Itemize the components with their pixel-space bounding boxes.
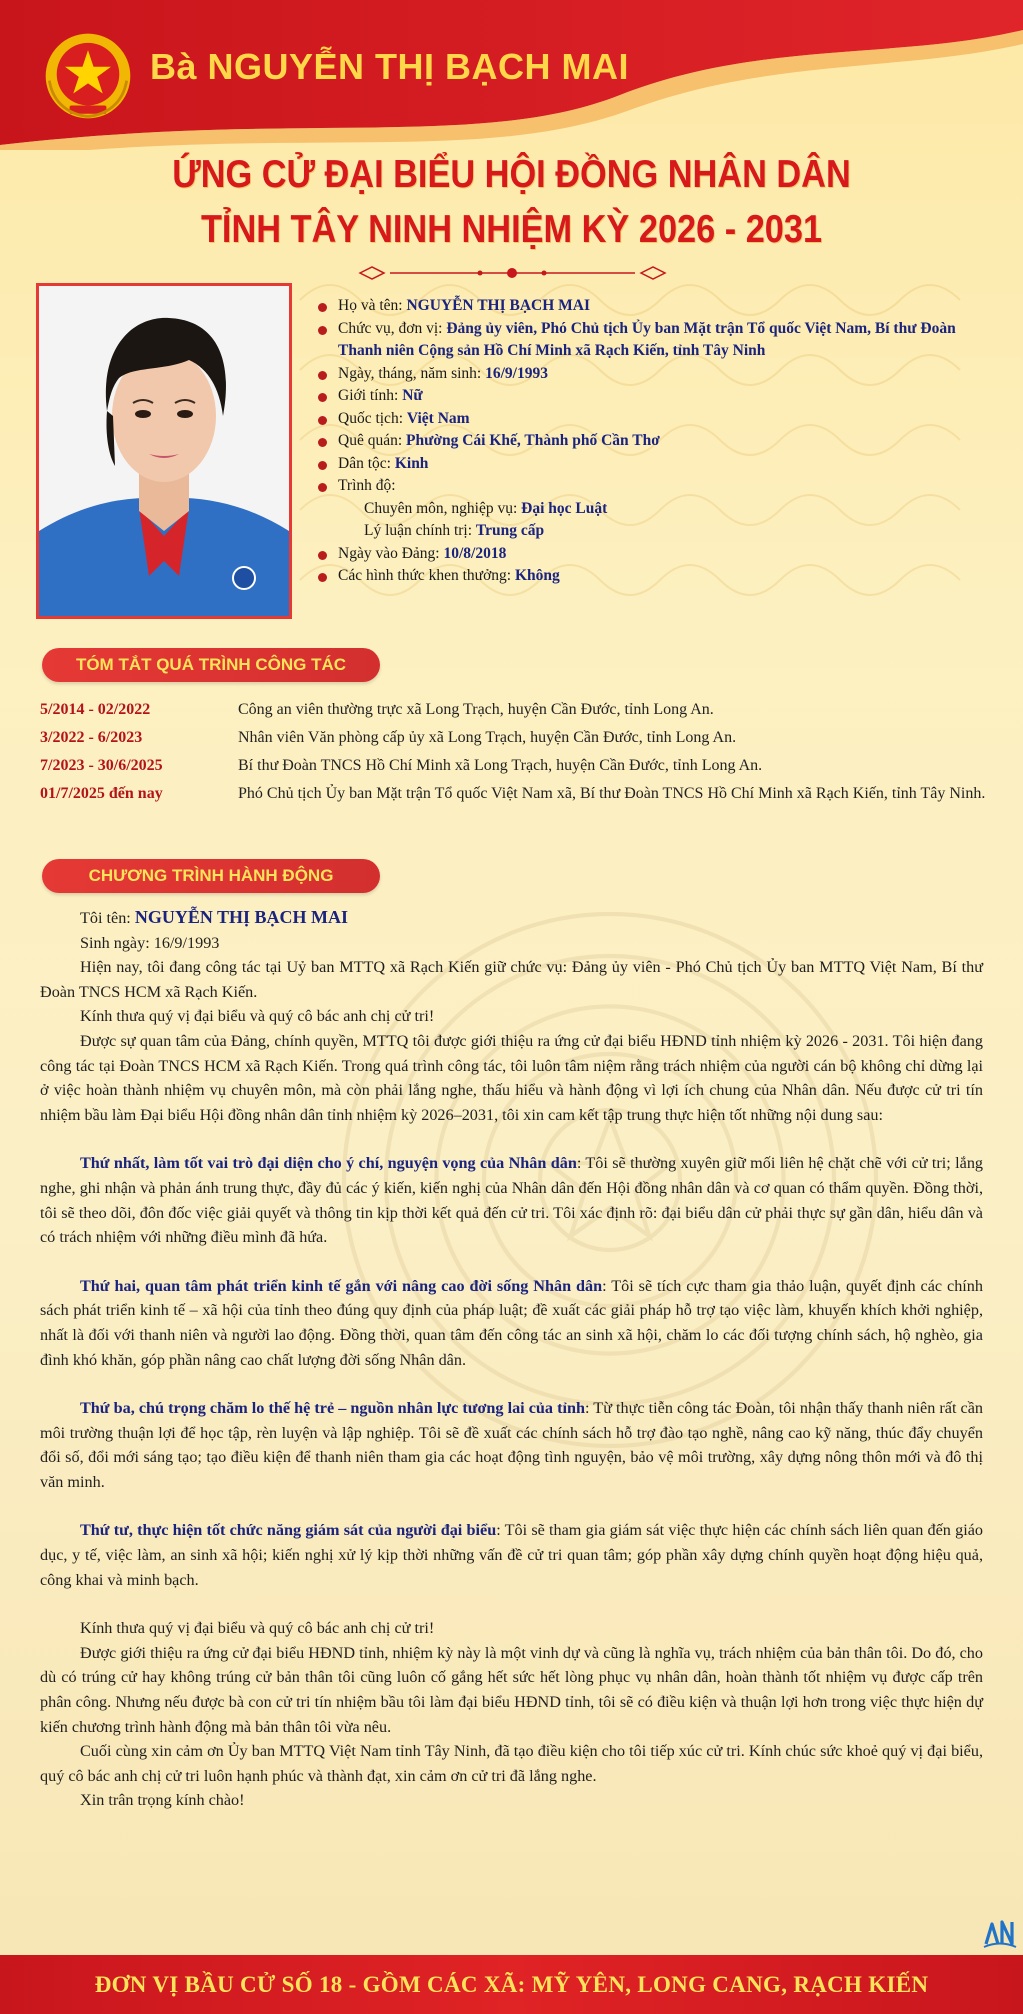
timeline-date: 5/2014 - 02/2022 — [40, 701, 151, 718]
headline-line-2: TỈNH TÂY NINH NHIỆM KỲ 2026 - 2031 — [200, 208, 823, 251]
timeline-text: Phó Chủ tịch Ủy ban Mặt trận Tổ quốc Việt Nam xã, Bí thư Đoàn TNCS Hồ Chí Minh xã Rạch Kiến, tỉnh Tây Ninh. — [238, 785, 986, 802]
profile-row-birthdate: Ngày, tháng, năm sinh: 16/9/1993 — [316, 363, 986, 386]
intro-line: Tôi tên: NGUYỄN THỊ BẠCH MAI — [80, 907, 349, 927]
portrait-photo — [39, 286, 289, 616]
timeline-text: Nhân viên Văn phòng cấp ủy xã Long Trạch, huyện Cần Đước, tỉnh Long An. — [238, 729, 737, 746]
profile-info-list — [316, 295, 986, 588]
commitment-point-3: Thứ ba, chú trọng chăm lo thế hệ trẻ – nguồn nhân lực tương lai của tỉnh: Từ thực tiễn công tác Đoàn, tôi nhận thấy thanh niên rất cần môi trường thuận lợi để học tập, rèn luyện và lập nghiệp. Tôi sẽ đề xuất các chính sách hỗ trợ đào tạo nghề, nâng cao kỹ năng, thúc đẩy chuyển đổi số, đổi mới sáng tạo; tạo điều kiện để thanh niên tham gia các hoạt động tình nguyện, bảo vệ môi trường, xây dựng nông thôn mới và đô thị văn minh. — [40, 1399, 983, 1491]
profile-row-ethnicity: Dân tộc: Kinh — [316, 453, 986, 476]
profile-row-nationality: Quốc tịch: Việt Nam — [316, 408, 986, 431]
headline-line-1: ỨNG CỬ ĐẠI BIỂU HỘI ĐỒNG NHÂN DÂN — [172, 153, 851, 196]
commitment-point-1: Thứ nhất, làm tốt vai trò đại diện cho ý chí, nguyện vọng của Nhân dân: Tôi sẽ thường xuyên giữ mối liên hệ chặt chẽ với cử tri; lắng nghe, ghi nhận và phản ánh trung thực, đầy đủ các ý kiến, kiến nghị của Nhân dân đến Hội đồng nhân dân và cơ quan có thẩm quyền. Đồng thời, tôi sẽ theo dõi, đôn đốc việc giải quyết và thông tin kịp thời kết quả đến cử tri. Tôi xác định rõ: đại biểu dân cử phải thực sự gần dân, hiểu dân và có trách nhiệm với những điều mình đã hứa. — [40, 1154, 984, 1247]
timeline-row — [40, 754, 990, 777]
action-program-body — [40, 905, 983, 1813]
publisher-logo-icon — [982, 1914, 1018, 1950]
timeline-date: 3/2022 - 6/2023 — [40, 729, 143, 746]
profile-row-party-date: Ngày vào Đảng: 10/8/2018 — [316, 543, 986, 566]
closing-paragraph: Được giới thiệu ra ứng cử đại biểu HĐND tỉnh, nhiệm kỳ này là một vinh dự và cũng là nghĩa vụ, trách nhiệm của bản thân tôi. Do đó, cho dù có trúng cử hay không trúng cử bản thân tôi cũng luôn cố gắng hết sức hết lòng phục vụ nhân dân, hoàn thành tốt nhiệm vụ được cấp trên phân công. Nhưng nếu được bà con cử tri tín nhiệm bầu tôi làm đại biểu HĐND tỉnh, tôi sẽ có điều kiện và thuận lợi hơn trong việc thực hiện dự kiến chương trình hành động mà bản thân tôi vừa nêu. — [40, 1643, 983, 1736]
national-emblem-icon — [42, 30, 134, 122]
profile-row-political-theory: Lý luận chính trị: Trung cấp — [364, 522, 545, 539]
profile-row-specialty: Chuyên môn, nghiệp vụ: Đại học Luật — [364, 499, 608, 517]
profile-row-position: Chức vụ, đơn vị: Đảng ủy viên, Phó Chủ tịch Ủy ban Mặt trận Tổ quốc Việt Nam, Bí thư Đoàn Thanh niên Cộng sản Hồ Chí Minh xã Rạch Kiến, tỉnh Tây Ninh — [316, 318, 986, 363]
timeline-date: 01/7/2025 đến nay — [40, 785, 163, 802]
candidate-name-title: Bà NGUYỄN THỊ BẠCH MAI — [150, 46, 630, 87]
timeline-date: 7/2023 - 30/6/2025 — [40, 757, 163, 774]
commitment-point-2: Thứ hai, quan tâm phát triển kinh tế gắn với nâng cao đời sống Nhân dân: Tôi sẽ tích cực tham gia thảo luận, quyết định các chính sách phát triển kinh tế – xã hội của tỉnh theo đúng quy định của pháp luật; đề xuất các giải pháp hỗ trợ tạo việc làm, khuyến khích khởi nghiệp, nhất là đối với thanh niên và người lao động. Đồng thời, quan tâm đến công tác an sinh xã hội, chăm lo các đối tượng chính sách, hộ nghèo, gia đình khó khăn, góp phần nâng cao chất lượng đời sống Nhân dân. — [40, 1276, 983, 1369]
electoral-unit-footer: ĐƠN VỊ BẦU CỬ SỐ 18 - GỒM CÁC XÃ: MỸ YÊN, LONG CANG, RẠCH KIẾN — [0, 1955, 1023, 2014]
profile-row-awards: Các hình thức khen thưởng: Không — [316, 565, 986, 588]
profile-row-gender: Giới tính: Nữ — [316, 385, 986, 408]
work-history-title: TÓM TẮT QUÁ TRÌNH CÔNG TÁC — [42, 648, 380, 682]
timeline-row — [40, 698, 990, 721]
current-position-paragraph: Hiện nay, tôi đang công tác tại Uỷ ban MTTQ xã Rạch Kiến giữ chức vụ: Đảng ủy viên - Phó Chủ tịch Ủy ban MTTQ Việt Nam, Bí thư Đoàn TNCS HCM xã Rạch Kiến. — [40, 958, 983, 1001]
timeline-row — [40, 726, 990, 749]
profile-row-education: Trình độ: — [316, 475, 986, 498]
greeting-line: Kính thưa quý vị đại biểu và quý cô bác anh chị cử tri! — [80, 1007, 435, 1026]
timeline-text: Công an viên thường trực xã Long Trạch, huyện Cần Đước, tỉnh Long An. — [238, 701, 714, 718]
intro-paragraph: Được sự quan tâm của Đảng, chính quyền, MTTQ tôi được giới thiệu ra ứng cử đại biểu HĐND tỉnh nhiệm kỳ 2026 - 2031. Tôi hiện đang công tác tại Đoàn TNCS HCM xã Rạch Kiến. Trong quá trình công tác, tôi luôn tâm niệm rằng trách nhiệm của người cán bộ không chỉ dừng lại ở việc hoàn thành nhiệm vụ chuyên môn, mà còn phải lắng nghe, thấu hiểu và hành động vì lợi ích chung của Nhân dân. Nếu được cử tri tín nhiệm bầu làm Đại biểu Hội đồng nhân dân tỉnh nhiệm kỳ 2026–2031, tôi xin cam kết tập trung thực hiện tốt những nội dung sau: — [40, 1031, 983, 1124]
greeting-line-2: Kính thưa quý vị đại biểu và quý cô bác anh chị cử tri! — [80, 1619, 435, 1638]
thanks-paragraph: Cuối cùng xin cảm ơn Ủy ban MTTQ Việt Nam tỉnh Tây Ninh, đã tạo điều kiện cho tôi tiếp xúc cử tri. Kính chúc sức khoẻ quý vị đại biểu, quý cô bác anh chị cử tri luôn hạnh phúc và thành đạt, xin cảm ơn cử tri đã lắng nghe. — [40, 1742, 983, 1785]
profile-row-hometown: Quê quán: Phường Cái Khế, Thành phố Cần Thơ — [316, 430, 986, 453]
action-program-title: CHƯƠNG TRÌNH HÀNH ĐỘNG — [42, 859, 380, 893]
timeline-row — [40, 782, 990, 805]
profile-row-name: Họ và tên: NGUYỄN THỊ BẠCH MAI — [316, 295, 986, 318]
commitment-point-4: Thứ tư, thực hiện tốt chức năng giám sát của người đại biểu: Tôi sẽ tham gia giám sát việc thực hiện các chính sách liên quan đến giáo dục, y tế, việc làm, an sinh xã hội; kiến nghị xử lý kịp thời những vấn đề cử tri quan tâm; góp phần xây dựng chính quyền hoạt động hiệu quả, công khai và minh bạch. — [40, 1521, 983, 1589]
farewell-line: Xin trân trọng kính chào! — [80, 1791, 245, 1810]
birth-line: Sinh ngày: 16/9/1993 — [80, 933, 220, 952]
candidate-portrait — [36, 283, 292, 619]
work-timeline — [40, 698, 990, 810]
timeline-text: Bí thư Đoàn TNCS Hồ Chí Minh xã Long Trạch, huyện Cần Đước, tỉnh Long An. — [238, 757, 763, 774]
